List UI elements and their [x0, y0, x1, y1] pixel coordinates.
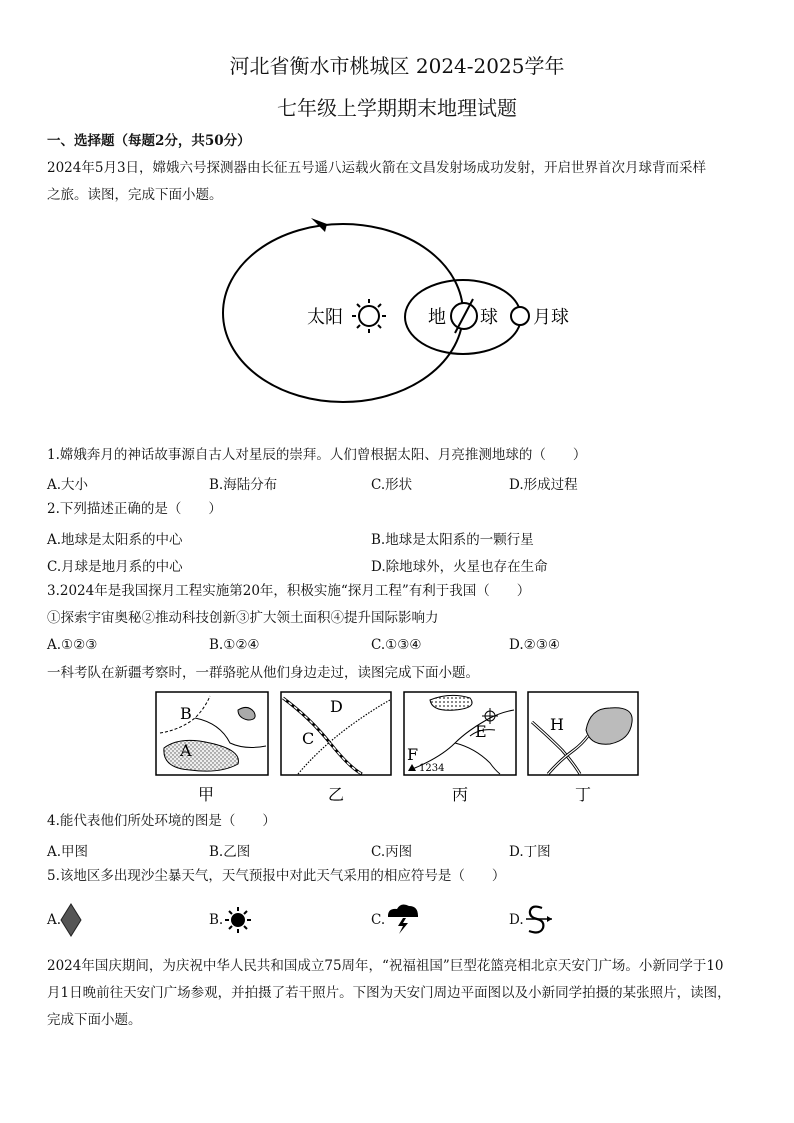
diamond-icon — [60, 903, 82, 937]
q2-option-a[interactable]: A.地球是太阳系的中心 — [47, 532, 183, 548]
q2-option-b[interactable]: B.地球是太阳系的一颗行星 — [371, 532, 534, 548]
q2-option-c[interactable]: C.月球是地月系的中心 — [47, 559, 183, 575]
intro2: 一科考队在新疆考察时，一群骆驼从他们身边走过，读图完成下面小题。 — [47, 665, 479, 681]
q5-option-b[interactable] — [209, 912, 223, 928]
map-jia — [156, 692, 268, 775]
q3-option-a[interactable]: A.①②③ — [47, 637, 98, 653]
earth-icon — [451, 299, 477, 333]
map-jia-label-a: A — [180, 741, 192, 760]
map-caption-yi: 乙 — [327, 785, 345, 804]
map-caption-ding: 丁 — [574, 785, 592, 804]
section-heading: 一、选择题（每题2分，共50分） — [47, 133, 251, 149]
earth-orbit — [223, 224, 463, 402]
q3-stem: 3.2024年是我国探月工程实施第20年，积极实施“探月工程”有利于我国（ ） — [47, 583, 531, 599]
thunderstorm-cloud-icon — [385, 900, 421, 936]
q1-stem: 1.嫦娥奔月的神话故事源自古人对星辰的崇拜。人们曾根据太阳、月亮推测地球的（ ） — [47, 447, 587, 463]
orbit-arrow — [311, 218, 327, 232]
sun-label: 太阳 — [307, 307, 343, 328]
q1-option-c[interactable]: C.形状 — [371, 477, 413, 493]
intro3-line1: 2024年国庆期间，为庆祝中华人民共和国成立75周年，“祝福祖国”巨型花篮亮相北京天安门广场。小新同学于10 — [47, 958, 724, 974]
map-ding — [528, 692, 638, 775]
q4-option-a[interactable]: A.甲图 — [47, 844, 89, 860]
page-title-line2: 七年级上学期期末地理试题 — [277, 96, 517, 120]
map-ding-label-h: H — [550, 715, 564, 734]
q4-option-c[interactable]: C.丙图 — [371, 844, 413, 860]
intro3-line2: 月1日晚前往天安门广场参观，并拍摄了若干照片。下图为天安门周边平面图以及小新同学拍摄的某张照片，读图， — [47, 985, 731, 1001]
map-bing-label-e: E — [475, 722, 487, 741]
earth-label-right: 球 — [480, 307, 498, 328]
map-yi — [281, 692, 391, 775]
sun-icon — [224, 906, 252, 934]
q5-option-c-label: C. — [371, 912, 386, 928]
sandstorm-s-icon — [522, 902, 556, 936]
four-maps-figure — [150, 688, 650, 806]
map-bing-elevation: 1234 — [419, 763, 445, 774]
sun-earth-moon-diagram — [215, 215, 595, 415]
map-yi-label-c: C — [302, 729, 315, 748]
q1-option-d[interactable]: D.形成过程 — [509, 477, 578, 493]
sun-icon — [352, 299, 386, 333]
map-jia-label-b: B — [180, 704, 192, 723]
map-caption-bing: 丙 — [451, 785, 469, 804]
q3-option-c[interactable]: C.①③④ — [371, 637, 422, 653]
q3-option-d[interactable]: D.②③④ — [509, 637, 560, 653]
map-bing-label-f: F — [407, 745, 419, 764]
q5-stem: 5.该地区多出现沙尘暴天气，天气预报中对此天气采用的相应符号是（ ） — [47, 868, 506, 884]
q5-option-d-label: D. — [509, 912, 524, 928]
intro1-line2: 之旅。读图，完成下面小题。 — [47, 187, 223, 203]
q1-option-a[interactable]: A.大小 — [47, 477, 89, 493]
q5-option-b-label: B. — [209, 912, 224, 928]
q5-option-c[interactable] — [371, 912, 385, 928]
q1-option-b[interactable]: B.海陆分布 — [209, 477, 278, 493]
intro1-line1: 2024年5月3日，嫦娥六号探测器由长征五号遥八运载火箭在文昌发射场成功发射，开启世界首次月球背而采样 — [47, 160, 707, 176]
q4-option-d[interactable]: D.丁图 — [509, 844, 551, 860]
q2-stem: 2.下列描述正确的是（ ） — [47, 501, 222, 517]
map-bing — [404, 692, 516, 775]
q4-option-b[interactable]: B.乙图 — [209, 844, 251, 860]
q5-option-a-label: A. — [47, 912, 62, 928]
map-yi-label-d: D — [330, 697, 343, 716]
moon-icon — [511, 307, 529, 325]
map-caption-jia: 甲 — [197, 785, 215, 804]
moon-label: 月球 — [533, 307, 569, 328]
page-title-line1: 河北省衡水市桃城区 2024-2025学年 — [229, 54, 565, 78]
intro3-line3: 完成下面小题。 — [47, 1012, 142, 1028]
earth-label-left: 地 — [428, 307, 446, 328]
q5-option-a[interactable] — [47, 912, 61, 928]
q3-option-b[interactable]: B.①②④ — [209, 637, 260, 653]
q2-option-d[interactable]: D.除地球外，火星也存在生命 — [371, 559, 548, 575]
q4-stem: 4.能代表他们所处环境的图是（ ） — [47, 813, 276, 829]
q3-statement: ①探索宇宙奥秘②推动科技创新③扩大领土面积④提升国际影响力 — [47, 610, 439, 626]
